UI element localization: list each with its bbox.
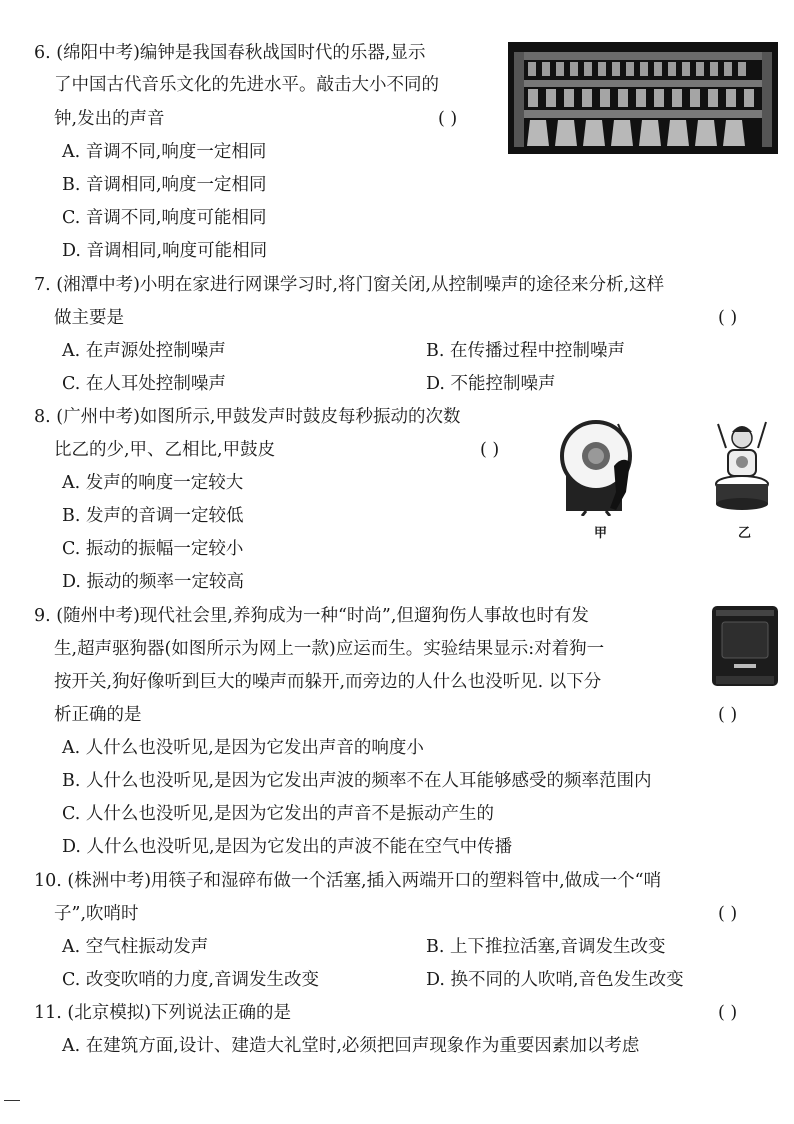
drum-yi-image: [710, 418, 774, 514]
q11-answer-paren: ( ): [718, 1003, 738, 1023]
q10-stem-line1: 10. (株洲中考)用筷子和湿碎布做一个活塞,插入两端开口的塑料管中,做成一个“哨: [34, 871, 662, 891]
q10-option-a: A. 空气柱振动发声: [62, 937, 209, 957]
q6-option-b: B. 音调相同,响度一定相同: [62, 175, 267, 195]
q7-option-a: A. 在声源处控制噪声: [62, 341, 226, 361]
q6-option-d: D. 音调相同,响度可能相同: [62, 241, 268, 261]
q10-option-d: D. 换不同的人吹哨,音色发生改变: [426, 970, 684, 990]
bianzhong-bells-image: [508, 42, 778, 154]
q9-option-d: D. 人什么也没听见,是因为它发出的声波不能在空气中传播: [62, 837, 513, 857]
q7-option-c: C. 在人耳处控制噪声: [62, 374, 226, 394]
q6-answer-paren: ( ): [438, 109, 458, 129]
q9-stem-line1: 9. (随州中考)现代社会里,养狗成为一种“时尚”,但遛狗伤人事故也时有发: [34, 606, 589, 626]
q6-stem-line3: 钟,发出的声音: [54, 109, 165, 129]
q10-stem-line2: 子”,吹哨时: [54, 904, 139, 924]
q8-stem-line1: 8. (广州中考)如图所示,甲鼓发声时鼓皮每秒振动的次数: [34, 407, 461, 427]
q10-option-b: B. 上下推拉活塞,音调发生改变: [426, 937, 666, 957]
q6-option-c: C. 音调不同,响度可能相同: [62, 208, 267, 228]
q11-option-a: A. 在建筑方面,设计、建造大礼堂时,必须把回声现象作为重要因素加以考虑: [62, 1036, 640, 1056]
q7-stem-line2: 做主要是: [54, 308, 124, 328]
q8-option-a: A. 发声的响度一定较大: [62, 473, 244, 493]
q7-answer-paren: ( ): [718, 308, 738, 328]
q9-stem-line3: 按开关,狗好像听到巨大的噪声而躲开,而旁边的人什么也没听见. 以下分: [54, 672, 602, 692]
q10-answer-paren: ( ): [718, 904, 738, 924]
q8-option-c: C. 振动的振幅一定较小: [62, 539, 244, 559]
q8-stem-line2: 比乙的少,甲、乙相比,甲鼓皮: [54, 440, 276, 460]
q7-option-b: B. 在传播过程中控制噪声: [426, 341, 625, 361]
figure-label-yi: 乙: [738, 526, 752, 541]
figure-label-jia: 甲: [594, 526, 608, 541]
q9-stem-line2: 生,超声驱狗器(如图所示为网上一款)应运而生。实验结果显示:对着狗一: [54, 639, 605, 659]
q9-option-a: A. 人什么也没听见,是因为它发出声音的响度小: [62, 738, 424, 758]
q9-answer-paren: ( ): [718, 705, 738, 725]
q8-option-d: D. 振动的频率一定较高: [62, 572, 245, 592]
q10-option-c: C. 改变吹哨的力度,音调发生改变: [62, 970, 319, 990]
q8-answer-paren: ( ): [480, 440, 500, 460]
q6-option-a: A. 音调不同,响度一定相同: [62, 142, 267, 162]
q7-stem-line1: 7. (湘潭中考)小明在家进行网课学习时,将门窗关闭,从控制噪声的途径来分析,这样: [34, 275, 665, 295]
ultrasonic-dog-repeller-image: [710, 604, 780, 688]
q9-stem-line4: 析正确的是: [54, 705, 142, 725]
footer-rule: [4, 1100, 20, 1101]
q9-option-b: B. 人什么也没听见,是因为它发出声波的频率不在人耳能够感受的频率范围内: [62, 771, 652, 791]
drum-jia-image: [556, 416, 636, 516]
q6-stem-line2: 了中国古代音乐文化的先进水平。敲击大小不同的: [54, 75, 439, 95]
q9-option-c: C. 人什么也没听见,是因为它发出的声音不是振动产生的: [62, 804, 494, 824]
q6-stem-line1: 6. (绵阳中考)编钟是我国春秋战国时代的乐器,显示: [34, 43, 426, 63]
q7-option-d: D. 不能控制噪声: [426, 374, 556, 394]
q11-stem-line1: 11. (北京模拟)下列说法正确的是: [34, 1003, 292, 1023]
q8-option-b: B. 发声的音调一定较低: [62, 506, 244, 526]
